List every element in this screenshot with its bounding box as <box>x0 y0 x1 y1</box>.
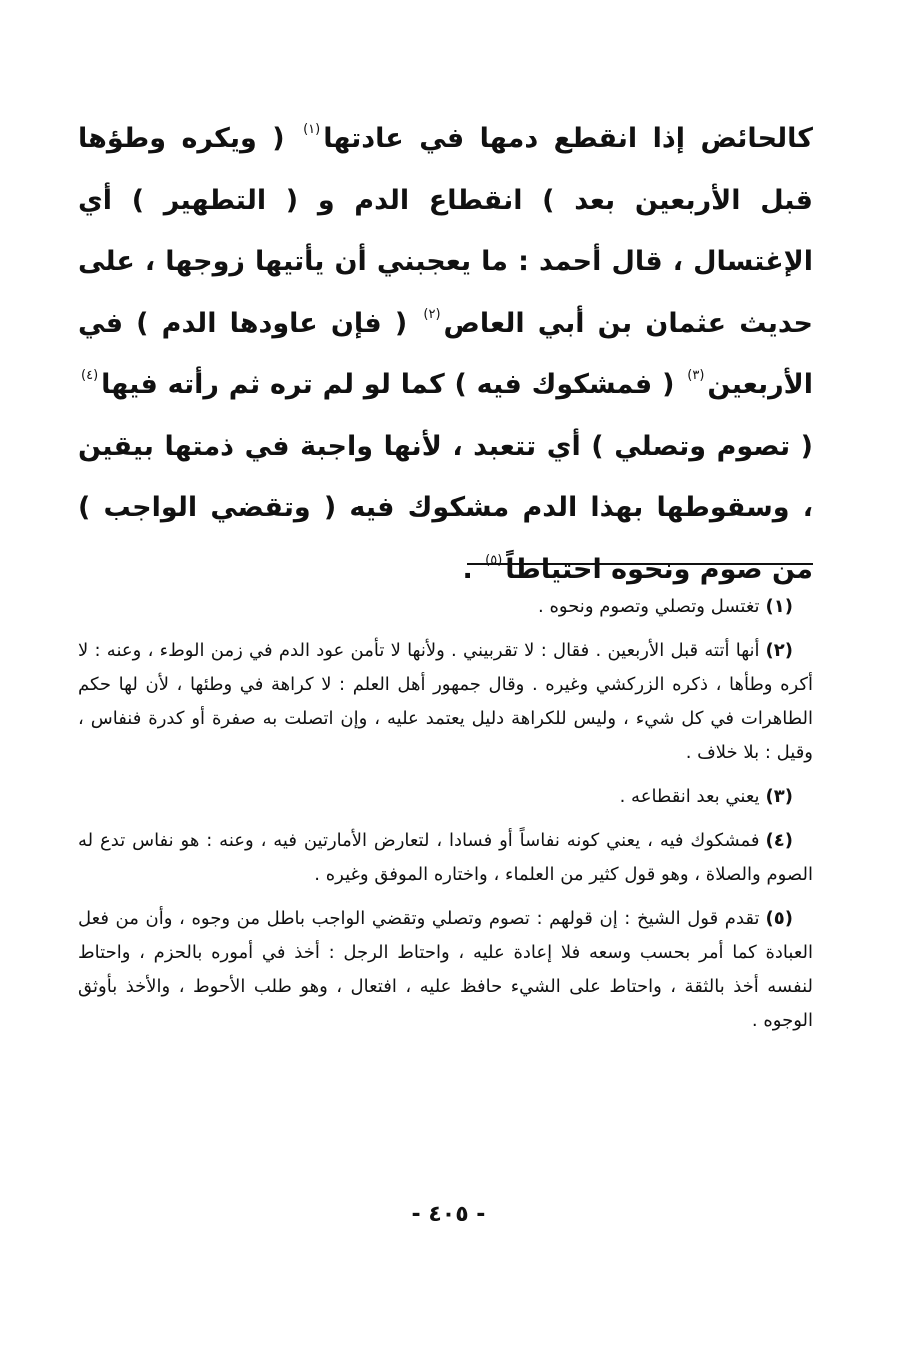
footnote-text: يعني بعد انقطاعه . <box>619 786 760 807</box>
page-number: - ٤٠٥ - <box>411 1202 486 1227</box>
footnote-number: (٣) <box>765 786 793 807</box>
footnote-number: (٤) <box>765 830 793 851</box>
main-text-segment: ( فإن عاودها الدم ) في الأربعين <box>78 307 813 400</box>
footnote-number: (٢) <box>765 640 793 661</box>
footnote-marker: (٢) <box>423 306 441 322</box>
main-text-segment: . <box>462 553 473 585</box>
footnote-marker: (٣) <box>687 368 705 383</box>
footnote-separator <box>467 563 813 565</box>
footnote-text: تقدم قول الشيخ : إن قولهم : تصوم وتصلي وتقضي الواجب باطل من وجوه ، وأن من فعل العبادة كما أمر بحسب وسعه فلا إعادة عليه ، واحتاط الرجل : أخذ في أموره بالحزم ، واحتاط لنفسه أخذ بالثقة ، واحتاط على الشيء حافظ عليه ، افتعال ، وهو طلب الأحوط ، والأخذ بأوثق الوجوه . <box>78 908 813 1031</box>
main-text-segment: كالحائض إذا انقطع دمها في عادتها <box>323 123 814 154</box>
footnote-number: (١) <box>765 596 793 617</box>
main-text-segment: ( فمشكوك فيه ) كما لو لم تره ثم رأته فيها <box>101 369 675 400</box>
main-paragraph <box>78 108 813 600</box>
footnote-text: فمشكوك فيه ، يعني كونه نفاساً أو فسادا ، لتعارض الأمارتين فيه ، وعنه : هو نفاس تدع له الصوم والصلاة ، وهو قول كثير من العلماء ، واختاره الموفق وغيره . <box>78 830 813 885</box>
footnote <box>78 824 813 892</box>
main-text-segment: ( ويكره وطؤها قبل الأربعين بعد ) انقطاع الدم و ( التطهير ) أي الإغتسال ، قال أحمد : ما يعجبني أن يأتيها زوجها ، على حديث عثمان بن أبي العاص <box>78 123 813 339</box>
footnote <box>78 590 813 624</box>
main-text-segment: ( تصوم وتصلي ) أي تتعبد ، لأنها واجبة في ذمتها بيقين ، وسقوطها بهذا الدم مشكوك فيه ( وتقضي الواجب ) من صوم ونحوه احتياطاً <box>78 430 813 585</box>
footnote-marker: (٥) <box>485 552 503 568</box>
footnote-number: (٥) <box>765 908 793 929</box>
footnote-marker: (٤) <box>81 368 99 383</box>
footnote-text: أنها أتته قبل الأربعين . فقال : لا تقربيني . ولأنها لا تأمن عود الدم في زمن الوطء ، وعنه : لا أكره وطأها ، ذكره الزركشي وغيره . وقال جمهور أهل العلم : لا كراهة في وطئها ، لأن لها حكم الطاهرات في كل شيء ، وليس للكراهة دليل يعتمد عليه ، وإن اتصلت به صفرة أو كدرة فنفاس ، وقيل : بلا خلاف . <box>78 640 813 763</box>
main-text <box>78 108 813 600</box>
footnotes <box>78 590 813 1048</box>
footnote <box>78 902 813 1038</box>
footnote-text: تغتسل وتصلي وتصوم ونحوه . <box>538 596 760 617</box>
footnote <box>78 634 813 770</box>
footnote <box>78 780 813 814</box>
footnote-marker: (١) <box>303 122 321 137</box>
